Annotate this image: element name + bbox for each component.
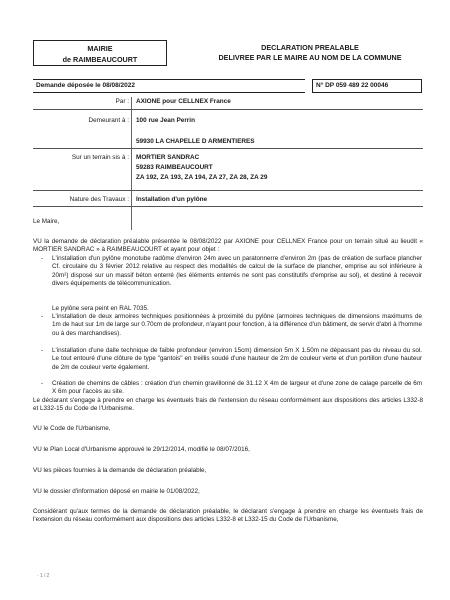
site-line2: 59283 RAIMBEAUCOURT: [136, 164, 213, 171]
list-item: - L'installation de deux armoires techniques positionnées à proximité du pylône (armoires techniques de dimensions maximums de 1m de haut sur 1m de large sur 0.70cm de profondeur, n'ayant pour fonction, à la différence d'un bâtiment, de servir d'abri à l'homme ou à des marchandises).: [41, 313, 422, 337]
address-line1: 100 rue Jean Perrin: [136, 117, 195, 124]
list-item: - Création de chemins de câbles : création d'un chemin gravillonné de 31.12 X 4m de largeur et d'une zone de calage parcelle de 6m X 6m pour l'accès au site.: [41, 380, 422, 396]
salutation: Le Maire,: [33, 218, 60, 225]
mairie-title: MAIRIE: [87, 44, 113, 53]
address-line2: 59930 LA CHAPELLE D ARMENTIERES: [136, 138, 255, 145]
vu-dossier: VU le dossier d'information déposé en mairie le 01/08/2022,: [33, 488, 200, 495]
par-label: Par :: [115, 98, 129, 105]
par-value: AXIONE pour CELLNEX France: [136, 98, 231, 105]
vu-plu: VU le Plan Local d'Urbanisme approuvé le 29/12/2014, modifié le 08/07/2016,: [33, 446, 250, 453]
considerant-paragraph: Considérant qu'aux termes de la demande de déclaration préalable, le déclarant s'engage à prendre en charge les éventuels frais de l'extension du réseau conformément aux dispositions des articles L332-8 et L332-15 du Code de l'Urbanisme,: [33, 508, 423, 524]
divider: [33, 190, 423, 191]
mairie-commune: de RAIMBEAUCOURT: [62, 55, 138, 64]
mairie-box: [33, 40, 167, 66]
works-value: Installation d'un pylône: [136, 196, 208, 203]
info-separator: [131, 97, 132, 230]
bullet-text: L'installation d'une dalle technique de faible profondeur (environ 15cm) dimension 5m X 1.50m ne dépassant pas du niveau du sol. Le tout entouré d'une clôture de type "gantois" en treillis soudé d'une hauteur de 2m de couleur verte et d'un portillon d'une hauteur de 2m de couleur verte également.: [52, 347, 422, 371]
divider: [33, 109, 423, 110]
extension-paragraph: Le déclarant s'engage à prendre en charge les éventuels frais de l'extension du réseau conformément aux dispositions des articles L332-8 et L332-15 du Code de l'Urbanisme.: [33, 397, 423, 413]
bullet-text: Le pylône sera peint en RAL 7035.: [52, 305, 149, 312]
site-line1: MORTIER SANDRAC: [136, 154, 200, 161]
declaration-title-line2: DELIVREE PAR LE MAIRE AU NOM DE LA COMMUNE: [218, 53, 402, 62]
works-label: Nature des Travaux :: [69, 196, 129, 203]
declaration-title: [200, 43, 420, 63]
vu-pieces: VU les pièces fournies à la demande de déclaration préalable,: [33, 467, 207, 474]
dossier-reference: N° DP 059 489 22 00046: [312, 79, 422, 93]
deposit-date: Demande déposée le 08/08/2022: [33, 79, 305, 93]
address-label: Demeurant à :: [88, 117, 129, 124]
list-item: - L'installation d'une dalle technique de faible profondeur (environ 15cm) dimension 5m X 1.50m ne dépassant pas du niveau du sol. Le tout entouré d'une clôture de type "gantois" en treillis soudé d'une hauteur de 2m de couleur verte et d'un portillon d'une hauteur de 2m de couleur verte également.: [41, 347, 422, 371]
site-line3: ZA 192, ZA 193, ZA 194, ZA 27, ZA 28, ZA 29: [136, 174, 268, 181]
bullet-text: L'installation d'un pylône monotube radôme d'environ 24m avec un paratonnerre d'environ 2m (pas de création de surface plancher Cf. circulaire du 3 février 2012 relative au respect des modalités de calcul de la surface de plancher, emprise au sol inférieure à 20m²) disposé sur un massif béton enterré (les éléments enterrés ne sont pas constitutifs d'emprise au sol), et destiné à recevoir divers équipements de télécommunication.: [52, 255, 422, 287]
vu-code: VU le Code de l'Urbanisme,: [33, 425, 111, 432]
list-item: - L'installation d'un pylône monotube radôme d'environ 24m avec un paratonnerre d'environ 2m (pas de création de surface plancher Cf. circulaire du 3 février 2012 relative au respect des modalités de calcul de la surface de plancher, emprise au sol inférieure à 20m²) disposé sur un massif béton enterré (les éléments enterrés ne sont pas constitutifs d'emprise au sol), et destiné à recevoir divers équipements de télécommunication.: [41, 255, 422, 287]
divider: [33, 206, 423, 207]
site-label: Sur un terrain sis à :: [71, 154, 129, 161]
page-mark: ·1/2: [37, 573, 51, 579]
bullet-text: Création de chemins de câbles : création d'un chemin gravillonné de 31.12 X 4m de largeur et d'une zone de calage parcelle de 6m X 6m pour l'accès au site.: [52, 380, 422, 396]
intro-paragraph: VU la demande de déclaration préalable présentée le 08/08/2022 par AXIONE pour CELLNEX France pour un terrain situé au lieudit « MORTIER SANDRAC » à RAIMBEAUCOURT et ayant pour objet :: [33, 238, 423, 254]
bullet-text: L'installation de deux armoires techniques positionnées à proximité du pylône (armoires techniques de dimensions maximums de 1m de haut sur 1m de large sur 0.70cm de profondeur, n'ayant pour fonction, à la différence d'un bâtiment, de servir d'abri à l'homme ou à des marchandises).: [52, 313, 422, 337]
declaration-title-line1: DECLARATION PREALABLE: [261, 43, 359, 52]
divider: [33, 148, 423, 149]
